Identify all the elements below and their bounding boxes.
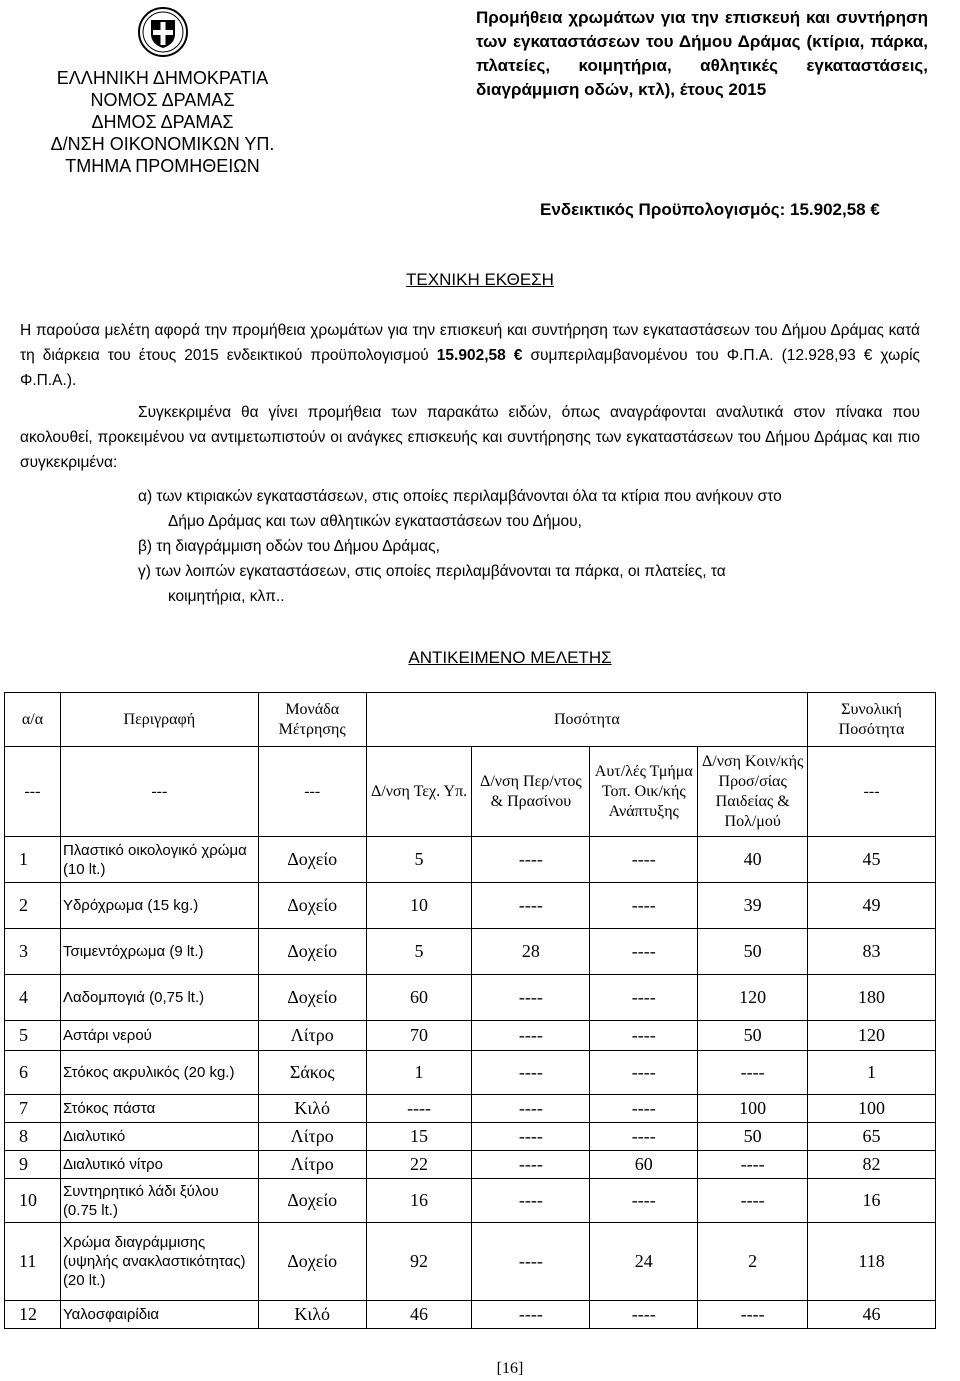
row-total: 118 <box>808 1223 936 1301</box>
indicative-budget: Ενδεικτικός Προϋπολογισμός: 15.902,58 € <box>540 200 880 219</box>
table-row <box>5 1123 936 1151</box>
row-qty-tech: 1 <box>366 1051 472 1095</box>
row-qty-tech: 5 <box>366 929 472 975</box>
row-qty-local-dev: ---- <box>590 1179 698 1223</box>
row-number: 5 <box>5 1021 61 1051</box>
row-unit: Δοχείο <box>258 975 366 1021</box>
issuer-line: ΝΟΜΟΣ ΔΡΑΜΑΣ <box>90 90 235 110</box>
row-qty-local-dev: ---- <box>590 1095 698 1123</box>
paragraph-tail: συμπεριλαμβανομένου του Φ.Π.Α. (12.928,93 € χωρίς Φ.Π.Α.). <box>20 347 920 389</box>
row-unit: Σάκος <box>258 1051 366 1095</box>
row-description: Συντηρητικό λάδι ξύλου (0.75 lt.) <box>60 1179 258 1223</box>
row-number: 3 <box>5 929 61 975</box>
row-qty-tech: ---- <box>366 1095 472 1123</box>
items-table <box>4 692 936 1329</box>
row-qty-social: ---- <box>698 1051 808 1095</box>
row-total: 120 <box>808 1021 936 1051</box>
table-header-row <box>5 693 936 747</box>
row-unit: Λίτρο <box>258 1021 366 1051</box>
row-total: 82 <box>808 1151 936 1179</box>
row-unit: Κιλό <box>258 1301 366 1329</box>
row-qty-tech: 15 <box>366 1123 472 1151</box>
row-total: 180 <box>808 975 936 1021</box>
row-description: Αστάρι νερού <box>60 1021 258 1051</box>
subheader-tech-services: Δ/νση Τεχ. Υπ. <box>366 747 472 837</box>
scope-item-c: γ) των λοιπών εγκαταστάσεων, στις οποίες περιλαμβάνονται τα πάρκα, οι πλατείες, τα <box>138 563 726 580</box>
row-qty-tech: 10 <box>366 883 472 929</box>
report-paragraph-1 <box>20 318 920 393</box>
row-qty-environment: ---- <box>472 1051 590 1095</box>
row-qty-local-dev: ---- <box>590 883 698 929</box>
row-total: 65 <box>808 1123 936 1151</box>
table-row <box>5 1021 936 1051</box>
scope-item-c-cont: κοιμητήρια, κλπ.. <box>168 588 285 605</box>
paragraph-bold-amount: 15.902,58 € <box>436 347 523 364</box>
row-total: 16 <box>808 1179 936 1223</box>
row-qty-environment: ---- <box>472 1301 590 1329</box>
row-description: Στόκος πάστα <box>60 1095 258 1123</box>
table-row <box>5 1051 936 1095</box>
row-qty-social: 100 <box>698 1095 808 1123</box>
row-qty-local-dev: ---- <box>590 1051 698 1095</box>
row-qty-environment: ---- <box>472 837 590 883</box>
row-description: Διαλυτικό <box>60 1123 258 1151</box>
row-qty-tech: 46 <box>366 1301 472 1329</box>
row-qty-tech: 16 <box>366 1179 472 1223</box>
row-qty-tech: 5 <box>366 837 472 883</box>
row-qty-local-dev: ---- <box>590 1301 698 1329</box>
table-row <box>5 837 936 883</box>
study-subject-title <box>0 648 960 668</box>
row-description: Τσιμεντόχρωμα (9 lt.) <box>60 929 258 975</box>
table-row <box>5 975 936 1021</box>
paragraph-text: Η παρούσα μελέτη αφορά την προμήθεια χρωμάτων για την επισκευή και συντήρηση των εγκαταστάσεων του Δήμου Δράμας κατά τη διάρκεια του έτους 2015 ενδεικτικού προϋπολογισμού <box>20 322 920 364</box>
row-qty-social: ---- <box>698 1179 808 1223</box>
row-qty-environment: ---- <box>472 975 590 1021</box>
row-total: 1 <box>808 1051 936 1095</box>
table-row <box>5 883 936 929</box>
row-qty-social: 40 <box>698 837 808 883</box>
row-number: 11 <box>5 1223 61 1301</box>
row-qty-social: 50 <box>698 1021 808 1051</box>
row-qty-environment: ---- <box>472 1123 590 1151</box>
issuer-block <box>20 6 305 177</box>
col-header-description: Περιγραφή <box>60 693 258 747</box>
col-header-aa: α/α <box>5 693 61 747</box>
row-total: 45 <box>808 837 936 883</box>
row-qty-tech: 70 <box>366 1021 472 1051</box>
issuer-line: ΔΗΜΟΣ ΔΡΑΜΑΣ <box>91 112 234 132</box>
row-qty-social: ---- <box>698 1301 808 1329</box>
row-number: 1 <box>5 837 61 883</box>
row-unit: Δοχείο <box>258 837 366 883</box>
row-description: Διαλυτικό νίτρο <box>60 1151 258 1179</box>
table-body <box>5 837 936 1329</box>
table-row <box>5 1301 936 1329</box>
table-row <box>5 1179 936 1223</box>
row-qty-local-dev: 60 <box>590 1151 698 1179</box>
row-unit: Δοχείο <box>258 883 366 929</box>
row-qty-social: 2 <box>698 1223 808 1301</box>
row-qty-tech: 92 <box>366 1223 472 1301</box>
row-description: Στόκος ακρυλικός (20 kg.) <box>60 1051 258 1095</box>
row-qty-local-dev: ---- <box>590 1021 698 1051</box>
row-qty-social: 39 <box>698 883 808 929</box>
row-qty-local-dev: ---- <box>590 837 698 883</box>
row-total: 100 <box>808 1095 936 1123</box>
row-qty-social: 120 <box>698 975 808 1021</box>
row-qty-environment: ---- <box>472 1151 590 1179</box>
row-number: 12 <box>5 1301 61 1329</box>
row-number: 9 <box>5 1151 61 1179</box>
row-number: 4 <box>5 975 61 1021</box>
row-description: Υδρόχρωμα (15 kg.) <box>60 883 258 929</box>
row-qty-environment: 28 <box>472 929 590 975</box>
issuer-line: Δ/ΝΣΗ ΟΙΚΟΝΟΜΙΚΩΝ ΥΠ. <box>50 134 275 154</box>
row-qty-environment: ---- <box>472 1021 590 1051</box>
row-number: 7 <box>5 1095 61 1123</box>
issuer-line: ΕΛΛΗΝΙΚΗ ΔΗΜΟΚΡΑΤΙΑ <box>56 68 269 88</box>
technical-report-title <box>0 270 960 290</box>
table-row <box>5 1223 936 1301</box>
row-qty-tech: 22 <box>366 1151 472 1179</box>
subheader-dash: --- <box>5 747 61 837</box>
row-qty-local-dev: ---- <box>590 929 698 975</box>
row-number: 10 <box>5 1179 61 1223</box>
row-number: 2 <box>5 883 61 929</box>
subheader-local-development: Αυτ/λές Τμήμα Τοπ. Οικ/κής Ανάπτυξης <box>590 747 698 837</box>
subheader-dash: --- <box>60 747 258 837</box>
row-total: 49 <box>808 883 936 929</box>
row-description: Πλαστικό οικολογικό χρώμα (10 lt.) <box>60 837 258 883</box>
row-qty-social: 50 <box>698 929 808 975</box>
row-description: Υαλοσφαιρίδια <box>60 1301 258 1329</box>
row-qty-local-dev: ---- <box>590 1123 698 1151</box>
row-qty-local-dev: 24 <box>590 1223 698 1301</box>
study-subject-title-text: ΑΝΤΙΚΕΙΜΕΝΟ ΜΕΛΕΤΗΣ <box>408 648 612 667</box>
row-total: 46 <box>808 1301 936 1329</box>
row-qty-social: 50 <box>698 1123 808 1151</box>
row-qty-tech: 60 <box>366 975 472 1021</box>
report-paragraph-2: Συγκεκριμένα θα γίνει προμήθεια των παρακάτω ειδών, όπως αναγράφονται αναλυτικά στον πίνακα που ακολουθεί, προκειμένου να αντιμετωπιστούν οι ανάγκες επισκευής και συντήρησης των εγκαταστάσεων του Δήμου Δράμας και πιο συγκεκριμένα: <box>20 404 920 471</box>
row-qty-environment: ---- <box>472 1179 590 1223</box>
row-qty-social: ---- <box>698 1151 808 1179</box>
issuer-line: ΤΜΗΜΑ ΠΡΟΜΗΘΕΙΩΝ <box>65 156 260 176</box>
col-header-unit: Μονάδα Μέτρησης <box>258 693 366 747</box>
row-unit: Λίτρο <box>258 1151 366 1179</box>
table-row <box>5 1095 936 1123</box>
row-unit: Δοχείο <box>258 929 366 975</box>
page-number: [16] <box>496 1360 524 1377</box>
row-unit: Δοχείο <box>258 1179 366 1223</box>
row-qty-environment: ---- <box>472 883 590 929</box>
table-row <box>5 929 936 975</box>
subheader-environment: Δ/νση Περ/ντος & Πρασίνου <box>472 747 590 837</box>
row-qty-local-dev: ---- <box>590 975 698 1021</box>
greek-emblem-icon <box>137 6 189 58</box>
table-row <box>5 1151 936 1179</box>
subheader-dash: --- <box>808 747 936 837</box>
col-header-total: Συνολική Ποσότητα <box>808 693 936 747</box>
row-qty-environment: ---- <box>472 1095 590 1123</box>
row-number: 8 <box>5 1123 61 1151</box>
scope-item-a: α) των κτιριακών εγκαταστάσεων, στις οποίες περιλαμβάνονται όλα τα κτίρια που ανήκουν στο <box>138 488 782 505</box>
row-description: Χρώμα διαγράμμισης (υψηλής ανακλαστικότητας) (20 lt.) <box>60 1223 258 1301</box>
scope-item-b: β) τη διαγράμμιση οδών του Δήμου Δράμας, <box>138 538 440 555</box>
scope-list <box>138 484 950 609</box>
row-unit: Λίτρο <box>258 1123 366 1151</box>
col-header-quantity: Ποσότητα <box>366 693 807 747</box>
row-qty-environment: ---- <box>472 1223 590 1301</box>
row-total: 83 <box>808 929 936 975</box>
subheader-social-welfare: Δ/νση Κοιν/κής Προσ/σίας Παιδείας & Πολ/μού <box>698 747 808 837</box>
row-unit: Κιλό <box>258 1095 366 1123</box>
procurement-subject: Προμήθεια χρωμάτων για την επισκευή και συντήρηση των εγκαταστάσεων του Δήμου Δράμας (κτίρια, πάρκα, πλατείες, κοιμητήρια, αθλητικές εγκαταστάσεις, διαγράμμιση οδών, κτλ), έτους 2015 <box>476 8 928 99</box>
row-number: 6 <box>5 1051 61 1095</box>
issuer-lines <box>20 67 305 177</box>
row-unit: Δοχείο <box>258 1223 366 1301</box>
row-description: Λαδομπογιά (0,75 lt.) <box>60 975 258 1021</box>
table-subheader-row <box>5 747 936 837</box>
subheader-dash: --- <box>258 747 366 837</box>
technical-report-title-text: ΤΕΧΝΙΚΗ ΕΚΘΕΣΗ <box>406 270 554 289</box>
scope-item-a-cont: Δήμο Δράμας και των αθλητικών εγκαταστάσεων του Δήμου, <box>168 513 582 530</box>
